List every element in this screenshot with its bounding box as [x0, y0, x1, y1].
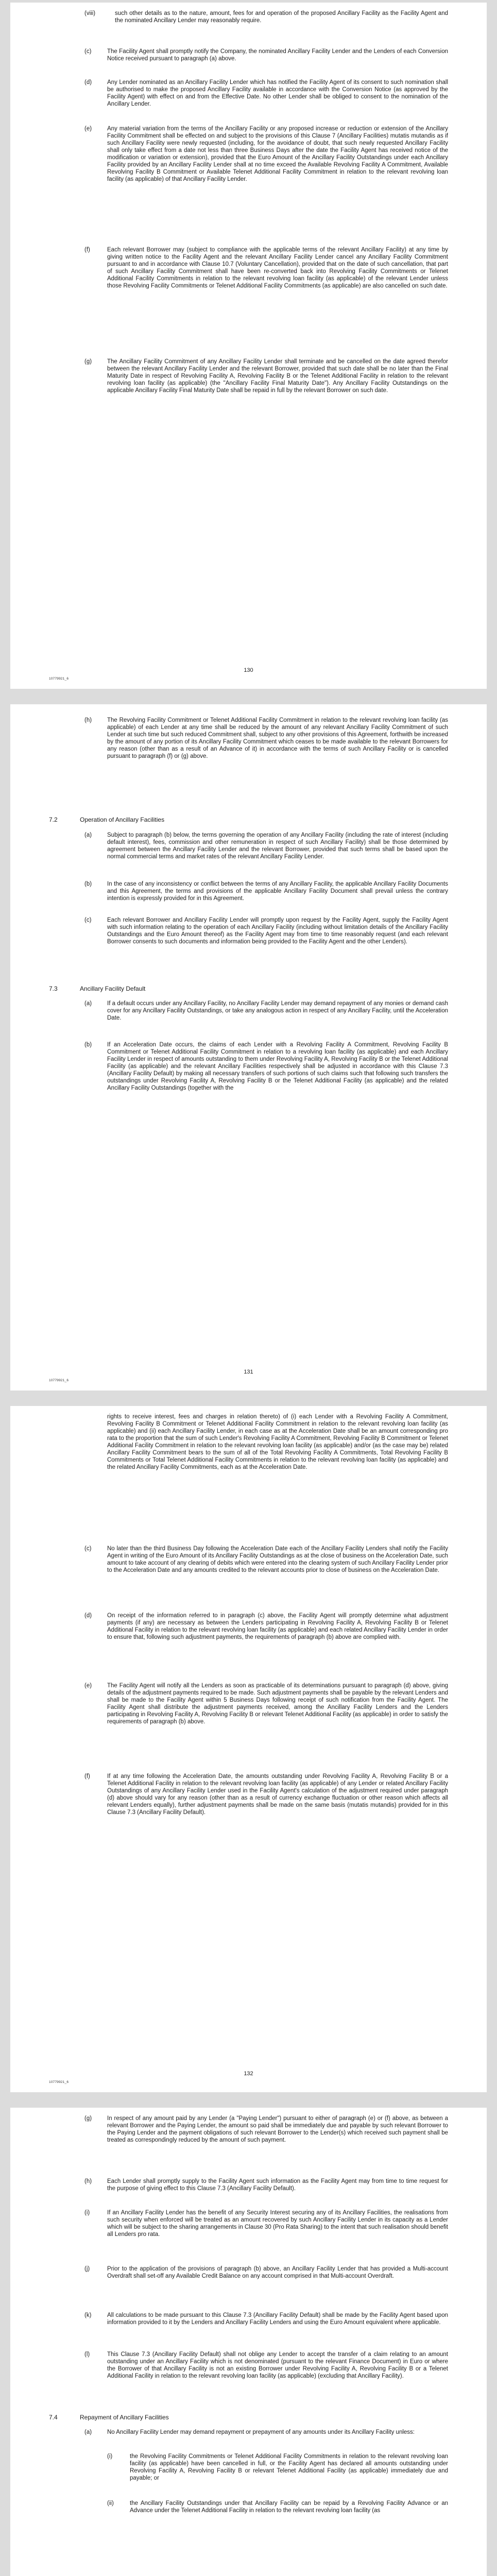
clause-text: If at any time following the Acceleration Date, the amounts outstanding under Revolving Facility A, Revolving Facility B or a Telenet Additional Facility in relation to the relevant revolving loan facility (as applicable) of any Lender or related Ancillary Facility Outstandings of any Ancillary Facility Lender used in the Facility Agent's calculation of the adjustment required under paragraph (d) above should vary for any reason (other than as a result of currency exchange fluctuation or other reason which affects all relevant Lenders equally), further adjustment payments shall be made on the same basis (mutatis mutandis) provided for in this Clause 7.3 (Ancillary Facility Default). — [107, 1773, 448, 1816]
clause-text: Each relevant Borrower may (subject to compliance with the applicable terms of the relevant Ancillary Facility) at any time by giving written notice to the Facility Agent and the relevant Ancillary Facility Lender cancel any Ancillary Facility Commitment pursuant to and in accordance with Clause 10.7 (Voluntary Cancellation), provided that on the date of such cancellation, that part of such Ancillary Facility Commitment shall have been re-converted back into Revolving Facility Commitments or Telenet Additional Facility Commitments in relation to the relevant revolving loan facility (as applicable) of the relevant Lender unless those Revolving Facility Commitments or Telenet Additional Facility Commitments (as applicable) are also cancelled on such date. — [107, 247, 448, 289]
item-label: (ii) — [107, 2500, 114, 2506]
clause-text: Each Lender shall promptly supply to the Facility Agent such information as the Facility Agent may from time to time request for the purpose of giving effect to this Clause 7.3 (Ancillary Facility Default). — [107, 2178, 448, 2192]
item-label: (i) — [84, 2210, 90, 2216]
section-title: Repayment of Ancillary Facilities — [80, 2414, 169, 2421]
item-label: (g) — [84, 2115, 92, 2122]
item-label: (b) — [84, 881, 92, 887]
document-page — [10, 704, 487, 1391]
item-label: (h) — [84, 2178, 92, 2184]
page-number: 131 — [244, 1369, 253, 1375]
item-label: (a) — [84, 832, 92, 838]
item-label: (c) — [84, 917, 92, 923]
item-label: (i) — [107, 2453, 113, 2460]
clause-text: On receipt of the information referred to in paragraph (c) above, the Facility Agent will promptly determine what adjustment payments (if any) are necessary as between the Lenders participating in Revolving Facility A, Revolving Facility B or Telenet Additional Facility in relation to the relevant revolving loan facility (as applicable) and each related Ancillary Facility Lender in order to ensure that, following such adjustment payments, the requirements of paragraph (b) above are complied with. — [107, 1613, 448, 1640]
section-heading — [49, 985, 145, 992]
clause-text: such other details as to the nature, amount, fees for and operation of the proposed Ancillary Facility as the Facility Agent and the nominated Ancillary Lender may reasonably require. — [115, 10, 448, 24]
item-label: (viii) — [84, 10, 96, 16]
item-label: (k) — [84, 2312, 92, 2318]
section-number: 7.2 — [49, 816, 58, 823]
document-page — [10, 2108, 487, 2576]
section-number: 7.4 — [49, 2414, 58, 2421]
item-label: (a) — [84, 2429, 92, 2435]
clause-text: In respect of any amount paid by any Lender (a "Paying Lender") pursuant to either of paragraph (e) or (f) above, as between a relevant Borrower and the Paying Lender, the amount so paid shall be immediately due and payable by such relevant Borrower to the Paying Lender and the payment obligations of such relevant Borrower to the Lender(s) which received such payment shall be treated as correspondingly reduced by the amount of such payment. — [107, 2115, 448, 2143]
page-number: 132 — [244, 2071, 253, 2077]
item-label: (j) — [84, 2266, 90, 2272]
section-title: Ancillary Facility Default — [80, 985, 146, 992]
section-title: Operation of Ancillary Facilities — [80, 816, 165, 823]
page-number: 130 — [244, 667, 253, 673]
clause-text: Any material variation from the terms of the Ancillary Facility or any proposed increase or reduction or extension of the Ancillary Facility Commitment shall be effected on and subject to the provisions of this Clause 7 (Ancillary Facilities) mutatis mutandis as if such Ancillary Facility were newly requested (including, for the avoidance of doubt, that such newly requested Ancillary Facility shall only take effect from a date not less than three Business Days after the date the Facility Agent has received notice of the modification or variation or extension), provided that the Euro Amount of the Ancillary Facility Outstandings under each Ancillary Facility provided by an Ancillary Facility Lender shall at no time exceed the Available Revolving Facility A Commitment, Available Revolving Facility B Commitment or Available Telenet Additional Facility Commitment in relation to the relevant revolving loan facility (as applicable) of that Ancillary Facility Lender. — [107, 126, 448, 182]
item-label: (a) — [84, 1001, 92, 1007]
item-label: (f) — [84, 247, 90, 253]
clause-text: If an Ancillary Facility Lender has the benefit of any Security Interest securing any of its Ancillary Facilities, the realisations from such security when enforced will be treated as an amount recovered by such Ancillary Facility Lender in its capacity as a Lender which will be subject to the sharing arrangements in Clause 30 (Pro Rata Sharing) to the intent that such realisation should benefit all Lenders pro rata. — [107, 2210, 448, 2238]
clause-text: the Revolving Facility Commitments or Telenet Additional Facility Commitments in relation to the relevant revolving loan facility (as applicable) have been cancelled in full, or the Facility Agent has declared all amounts outstanding under Revolving Facility A, Revolving Facility B or relevant Telenet Additional Facility (as applicable) immediately due and payable; or — [130, 2453, 448, 2481]
item-label: (e) — [84, 126, 92, 132]
clause-text: No later than the third Business Day following the Acceleration Date each of the Ancillary Facility Lenders shall notify the Facility Agent in writing of the Euro Amount of its Ancillary Facility Outstandings as at the close of business on the Acceleration Date, such amount to take account of any clearing of debits which were entered into the clearing system of such Ancillary Facility Lender prior to the Acceleration Date and any amounts credited to the relevant accounts prior to close of business on the Acceleration Date. — [107, 1546, 448, 1573]
clause-text: If a default occurs under any Ancillary Facility, no Ancillary Facility Lender may demand repayment of any monies or demand cash cover for any Ancillary Facility Outstandings, or take any analogous action in respect of any Ancillary Facility, until the Acceleration Date. — [107, 1001, 448, 1021]
clause-text: All calculations to be made pursuant to this Clause 7.3 (Ancillary Facility Default) shall be made by the Facility Agent based upon information provided to it by the Lenders and Ancillary Facility Lenders and using the Euro Amount equivalent where applicable. — [107, 2312, 448, 2326]
clause-text: The Ancillary Facility Commitment of any Ancillary Facility Lender shall terminate and be cancelled on the date agreed therefor between the relevant Ancillary Facility Lender and the relevant Borrower, provided that such date shall be no later than the Final Maturity Date in respect of Revolving Facility A, Revolving Facility B or the Telenet Additional Facility in relation to the relevant revolving loan facility (as applicable) (the "Ancillary Facility Final Maturity Date"). Any Ancillary Facility Outstandings on the applicable Ancillary Facility Final Maturity Date shall be repaid in full by the relevant Borrower on such date. — [107, 359, 448, 394]
item-label: (l) — [84, 2351, 90, 2358]
clause-text: No Ancillary Facility Lender may demand repayment or prepayment of any amounts under its Ancillary Facility unless: — [107, 2429, 415, 2435]
item-label: (c) — [84, 1546, 92, 1552]
section-heading — [49, 2414, 169, 2421]
item-label: (f) — [84, 1773, 90, 1780]
clause-text: Any Lender nominated as an Ancillary Facility Lender which has notified the Facility Agent of its consent to such nomination shall be authorised to make the proposed Ancillary Facility available in accordance with the Conversion Notice (as approved by the Facility Agent) with effect on and from the Effective Date. No other Lender shall be obliged to consent to the nomination of the Ancillary Lender. — [107, 79, 448, 107]
document-id: 10779921_6 — [49, 1379, 69, 1382]
clause-text: This Clause 7.3 (Ancillary Facility Default) shall not oblige any Lender to accept the transfer of a claim relating to an amount outstanding under an Ancillary Facility which is not denominated (pursuant to the relevant Finance Document) in Euro or where the Borrower of that Ancillary Facility is not an existing Borrower under Revolving Facility A, Revolving Facility B or a Telenet Additional Facility in relation to the relevant revolving loan facility (as applicable) (excluding that Ancillary Facility). — [107, 2351, 448, 2379]
section-heading — [49, 816, 164, 823]
item-label: (d) — [84, 79, 92, 86]
clause-text: the Ancillary Facility Outstandings under that Ancillary Facility can be repaid by a Revolving Facility Advance or an Advance under the Telenet Additional Facility in relation to the relevant revolving loan facility (as — [130, 2500, 448, 2514]
clause-text: The Facility Agent shall promptly notify the Company, the nominated Ancillary Facility Lender and the Lenders of each Conversion Notice received pursuant to paragraph (a) above. — [107, 48, 448, 62]
clause-text: The Facility Agent will notify all the Lenders as soon as practicable of its determinations pursuant to paragraph (d) above, giving details of the adjustment payments required to be made. Such adjustment payments shall be payable by the relevant Lenders and shall be made to the Facility Agent within 5 Business Days following receipt of such notification from the Facility Agent. The Facility Agent shall distribute the adjustment payments received, among the Ancillary Facility Lenders and the Lenders participating in Revolving Facility A, Revolving Facility B or relevant Telenet Additional Facility (as applicable) in order to satisfy the requirements of paragraph (b) above. — [107, 1683, 448, 1725]
item-label: (g) — [84, 359, 92, 365]
document-id: 10779921_6 — [49, 677, 69, 681]
clause-text: Prior to the application of the provisions of paragraph (b) above, an Ancillary Facility Lender that has provided a Multi-account Overdraft shall set-off any Available Credit Balance on any account comprised in that Multi-account Overdraft. — [107, 2266, 448, 2279]
document-page — [10, 1406, 487, 2092]
clause-text: Subject to paragraph (b) below, the terms governing the operation of any Ancillary Facility (including the rate of interest (including default interest), fees, commission and other remuneration in respect of such Ancillary Facility) shall be those determined by agreement between the Ancillary Facility Lender and the relevant Borrower, provided that such terms shall be based upon the normal commercial terms and market rates of the relevant Ancillary Facility Lender. — [107, 832, 448, 860]
item-label: (d) — [84, 1613, 92, 1619]
clause-text: Each relevant Borrower and Ancillary Facility Lender will promptly upon request by the Facility Agent, supply the Facility Agent with such information relating to the operation of each Ancillary Facility (including without limitation details of the Ancillary Facility Outstandings and the Euro Amount thereof) as the Facility Agent may from time to time reasonably request (and each relevant Borrower consents to such documents and information being provided to the Facility Agent and the other Lenders). — [107, 917, 448, 945]
item-label: (e) — [84, 1683, 92, 1689]
clause-text: rights to receive interest, fees and charges in relation thereto) of (i) each Lender with a Revolving Facility A Commitment, Revolving Facility B Commitment or Telenet Additional Facility Commitment in relation to the relevant revolving loan facility (as applicable) and (ii) each Ancillary Facility Lender, in each case as at the Acceleration Date shall be an amount corresponding pro rata to the proportion that the sum of such Lender's Revolving Facility A Commitment, Revolving Facility B Commitment or Telenet Additional Facility Commitment in relation to the relevant revolving loan facility (as applicable) and/or (as the case may be) related Ancillary Facility Commitment bears to the sum of all of the Total Revolving Facility A Commitments, Total Revolving Facility B Commitments or Total Telenet Additional Facility Commitments in relation to the relevant revolving loan facility (as applicable) and the related Ancillary Facility Commitments, each as at the Acceleration Date. — [107, 1414, 448, 1470]
item-label: (c) — [84, 48, 92, 55]
clause-text: The Revolving Facility Commitment or Telenet Additional Facility Commitment in relation to the relevant revolving loan facility (as applicable) of each Lender at any time shall be reduced by the amount of any relevant Ancillary Facility Commitment of such Lender at such time but such reduced Commitment shall, subject to any other provisions of this Agreement, forthwith be increased by the amount of any portion of its Ancillary Facility Commitment which ceases to be made available to the relevant Borrowers for any reason (other than as a result of an Advance of it) in accordance with the terms of such Ancillary Facility or is cancelled pursuant to paragraph (f) or (g) above. — [107, 717, 448, 759]
document-id: 10779921_6 — [49, 2080, 69, 2084]
document-page — [10, 3, 487, 689]
section-number: 7.3 — [49, 985, 58, 992]
clause-text: If an Acceleration Date occurs, the claims of each Lender with a Revolving Facility A Commitment, Revolving Facility B Commitment or Telenet Additional Facility Commitment in relation to a revolving loan facility (as applicable) and each Ancillary Facility Lender in respect of amounts outstanding to them under Revolving Facility A, Revolving Facility B or the Telenet Additional Facility (as applicable) and the relevant Ancillary Facilities respectively shall be adjusted in accordance with this Clause 7.3 (Ancillary Facility Default) by making all necessary transfers of such portions of such claims such that following such transfers the outstandings under Revolving Facility A, Revolving Facility B or the Telenet Additional Facility (as applicable) and the related Ancillary Facility Outstandings (together with the — [107, 1042, 448, 1091]
clause-text: In the case of any inconsistency or conflict between the terms of any Ancillary Facility, the applicable Ancillary Facility Documents and this Agreement, the terms and provisions of the applicable Ancillary Facility Document shall prevail unless the contrary intention is expressly provided for in this Agreement. — [107, 881, 448, 902]
item-label: (b) — [84, 1042, 92, 1048]
item-label: (h) — [84, 717, 92, 723]
